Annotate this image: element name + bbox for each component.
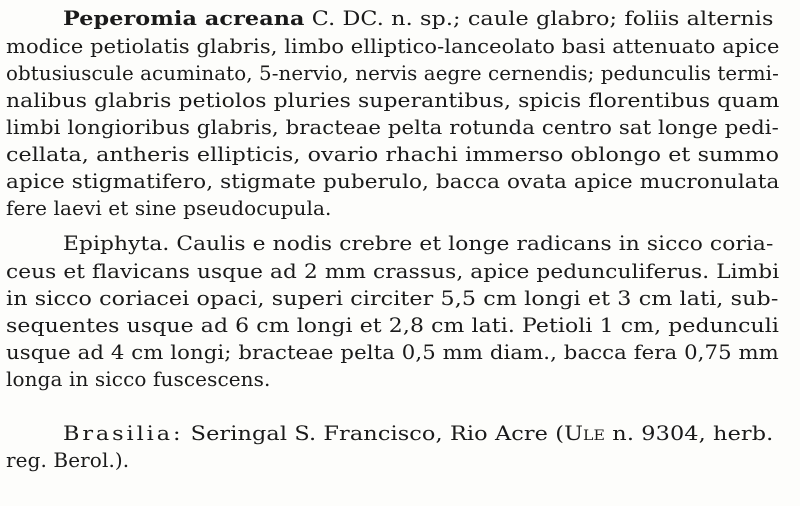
p2-line-6: longa in sicco fuscescens. bbox=[6, 367, 271, 391]
p2-line-4: sequentes usque ad 6 cm longi et 2,8 cm lati. Petioli 1 cm, pedunculi bbox=[6, 313, 779, 337]
p1-line-5: limbi longioribus glabris, bracteae pelta rotunda centro sat longe pedi- bbox=[6, 115, 779, 139]
locality-label: Brasilia: bbox=[63, 421, 184, 445]
p3-line-2: reg. Berol.). bbox=[6, 448, 130, 472]
p1-line-8: fere laevi et sine pseudocupula. bbox=[6, 196, 332, 220]
specimen-number: n. 9304, herb. bbox=[605, 421, 774, 445]
p2-line-1: Epiphyta. Caulis e nodis crebre et longe radicans in sicco coria- bbox=[63, 231, 774, 255]
p1-line-2: modice petiolatis glabris, limbo elliptico-lanceolato basi attenuato apice bbox=[6, 34, 780, 58]
p3-line-1 bbox=[63, 420, 773, 446]
p2-line-5: usque ad 4 cm longi; bracteae pelta 0,5 mm diam., bacca fera 0,75 mm bbox=[6, 340, 779, 364]
collector-name: Ule bbox=[564, 421, 606, 445]
p1-line-1-text: C. DC. n. sp.; caule glabro; foliis alternis bbox=[304, 6, 774, 30]
p2-line-3: in sicco coriacei opaci, superi circiter 5,5 cm longi et 3 cm lati, sub- bbox=[6, 286, 779, 310]
p1-line-3: obtusiuscule acuminato, 5-nervio, nervis aegre cernendis; pedunculis termi- bbox=[6, 61, 779, 85]
p1-line-7: apice stigmatifero, stigmate puberulo, bacca ovata apice mucronulata bbox=[6, 169, 780, 193]
p1-line-1 bbox=[63, 5, 774, 31]
p1-line-4: nalibus glabris petiolos pluries superantibus, spicis florentibus quam bbox=[6, 88, 780, 112]
locality-text: Seringal S. Francisco, Rio Acre ( bbox=[183, 421, 565, 445]
p1-line-6: cellata, antheris ellipticis, ovario rhachi immerso oblongo et summo bbox=[6, 142, 780, 166]
p2-line-2: ceus et flavicans usque ad 2 mm crassus, apice pedunculiferus. Limbi bbox=[6, 259, 780, 283]
species-name: Peperomia acreana bbox=[63, 6, 305, 30]
